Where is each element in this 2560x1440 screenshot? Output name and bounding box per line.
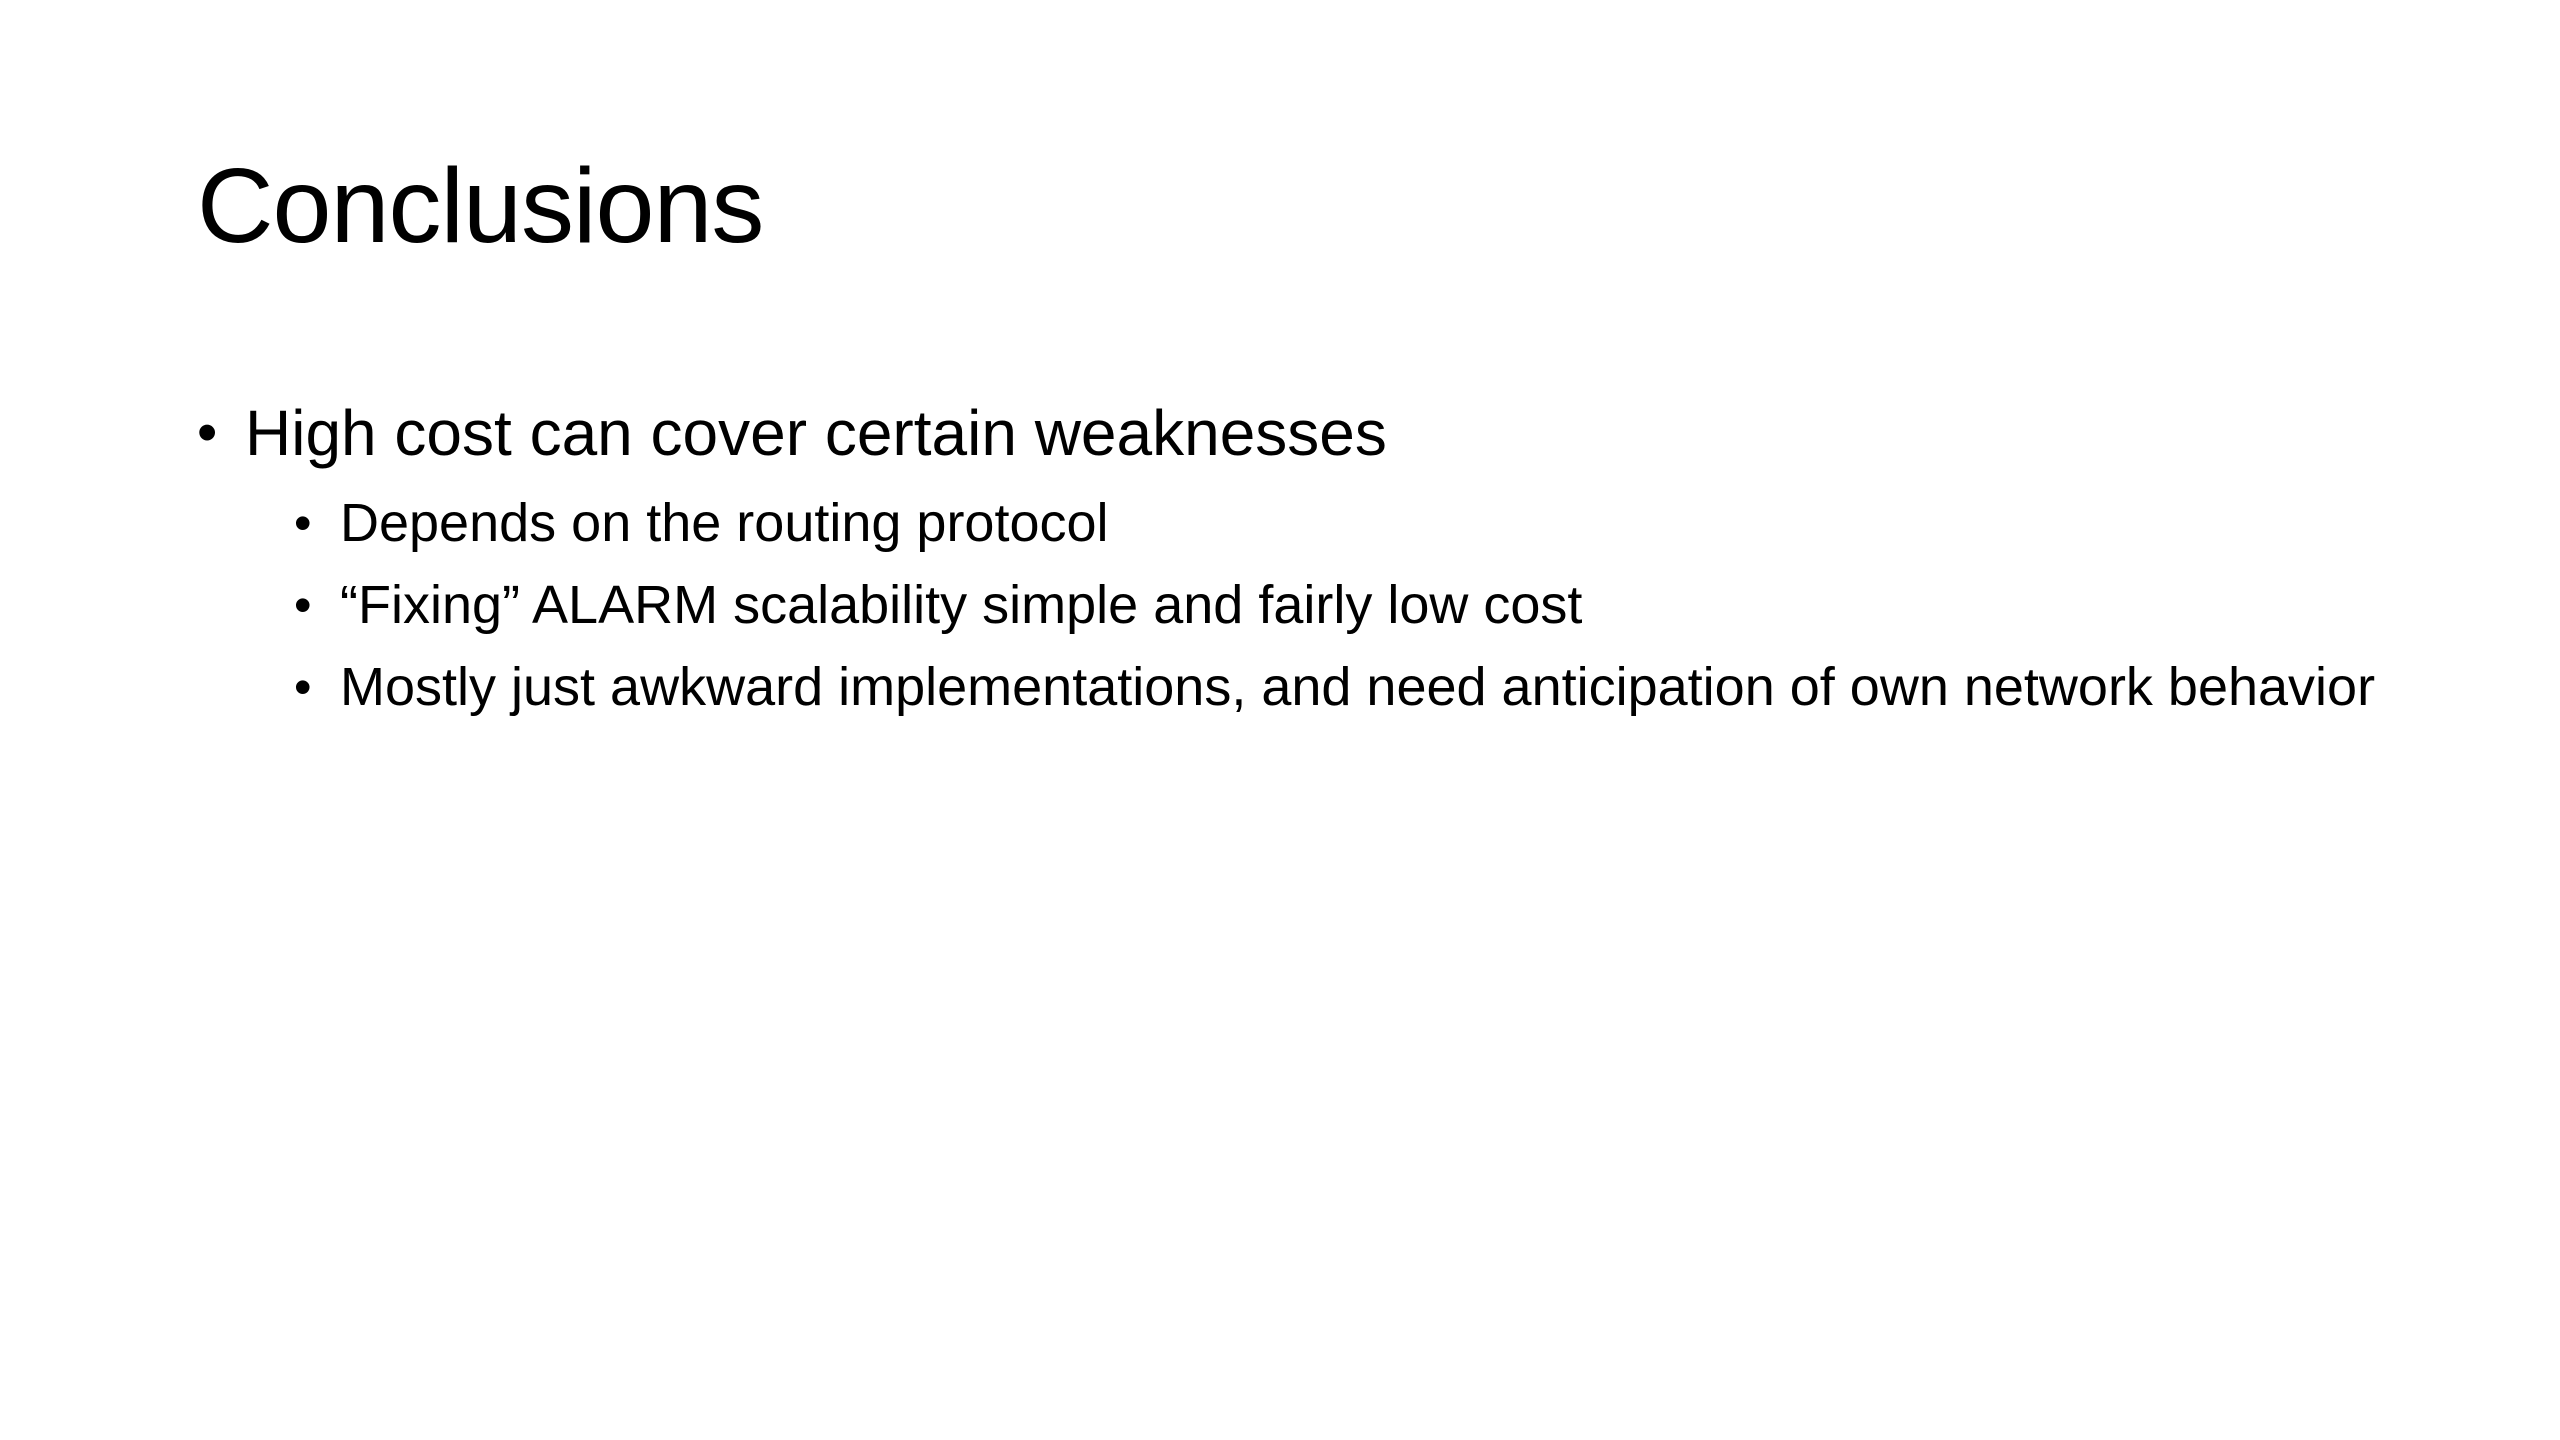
bullet-level2	[294, 488, 2390, 558]
bullet-text: High cost can cover certain weaknesses	[245, 397, 1387, 469]
bullet-level2	[294, 570, 2390, 640]
sub-bullet-list	[294, 488, 2437, 722]
bullet-dot-icon: •	[197, 400, 218, 465]
bullet-level2	[294, 652, 2390, 722]
bullet-dot-icon: •	[294, 495, 312, 551]
slide-content	[197, 390, 2437, 722]
bullet-text: Mostly just awkward implementations, and need anticipation of own network behavior	[340, 657, 2376, 717]
bullet-level1	[197, 390, 2437, 476]
bullet-text: Depends on the routing protocol	[340, 493, 1109, 553]
slide-title: Conclusions	[197, 147, 764, 265]
bullet-text: “Fixing” ALARM scalability simple and fairly low cost	[340, 575, 1583, 635]
bullet-dot-icon: •	[294, 659, 312, 715]
bullet-dot-icon: •	[294, 577, 312, 633]
